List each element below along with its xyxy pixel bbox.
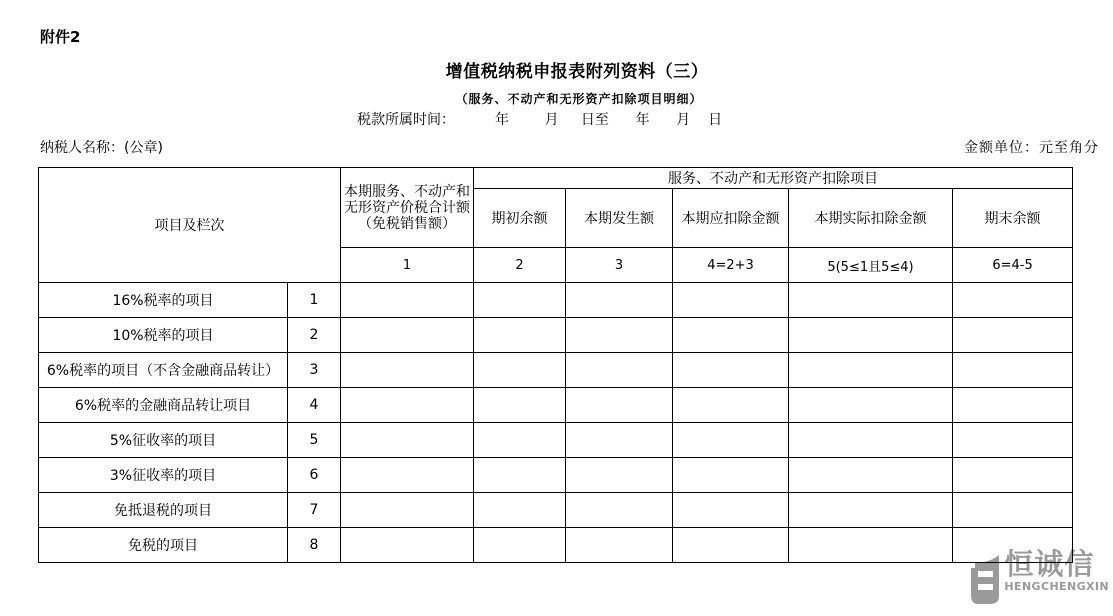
amount-cell	[341, 353, 474, 388]
table-row	[39, 528, 1073, 563]
amount-cell	[953, 388, 1073, 423]
amount-cell	[341, 458, 474, 493]
colnum-6: 6=4-5	[953, 248, 1073, 283]
row-label: 3%征收率的项目	[39, 458, 288, 493]
row-label: 免抵退税的项目	[39, 493, 288, 528]
amount-cell	[341, 283, 474, 318]
colnum-2: 2	[474, 248, 566, 283]
amount-cell	[474, 318, 566, 353]
colnum-4: 4=2+3	[673, 248, 789, 283]
amount-cell	[474, 283, 566, 318]
tax-period-line: 税款所属时间： 年 月 日至 年 月 日	[357, 112, 723, 128]
table-row	[39, 458, 1073, 493]
row-label: 6%税率的金融商品转让项目	[39, 388, 288, 423]
amount-cell	[341, 493, 474, 528]
colnum-3: 3	[566, 248, 673, 283]
header-total-col: 本期服务、不动产和无形资产价税合计额（免税销售额）	[341, 168, 474, 248]
row-label: 5%征收率的项目	[39, 423, 288, 458]
amount-cell	[789, 283, 953, 318]
row-label: 6%税率的项目（不含金融商品转让）	[39, 353, 288, 388]
amount-cell	[474, 493, 566, 528]
amount-cell	[789, 318, 953, 353]
amount-cell	[474, 458, 566, 493]
logo-name-cn: 恒诚信	[1004, 547, 1095, 581]
amount-cell	[789, 353, 953, 388]
amount-cell	[673, 423, 789, 458]
header-actual-deducted: 本期实际扣除金额	[789, 189, 953, 248]
amount-cell	[953, 423, 1073, 458]
table-row	[39, 353, 1073, 388]
amount-cell	[474, 388, 566, 423]
table-row	[39, 283, 1073, 318]
row-number: 7	[288, 493, 341, 528]
amount-cell	[673, 493, 789, 528]
header-ending-balance: 期末余额	[953, 189, 1073, 248]
row-number: 6	[288, 458, 341, 493]
header-deduction-group: 服务、不动产和无形资产扣除项目	[474, 168, 1073, 189]
amount-cell	[341, 423, 474, 458]
table-row	[39, 318, 1073, 353]
amount-cell	[474, 528, 566, 563]
amount-unit-label: 金额单位：元至角分	[964, 140, 1099, 156]
row-label: 16%税率的项目	[39, 283, 288, 318]
amount-cell	[566, 388, 673, 423]
amount-cell	[953, 528, 1073, 563]
amount-cell	[566, 318, 673, 353]
amount-cell	[566, 423, 673, 458]
meta-row	[40, 137, 1099, 157]
table-row	[39, 423, 1073, 458]
amount-cell	[474, 423, 566, 458]
row-number: 2	[288, 318, 341, 353]
row-number: 4	[288, 388, 341, 423]
table-row	[39, 493, 1073, 528]
taxpayer-name-label: 纳税人名称：(公章)	[40, 140, 163, 156]
page-title: 增值税纳税申报表附列资料（三）	[445, 62, 709, 82]
amount-cell	[673, 318, 789, 353]
attachment-label: 附件2	[40, 28, 81, 46]
amount-cell	[673, 388, 789, 423]
row-label: 免税的项目	[39, 528, 288, 563]
amount-cell	[673, 528, 789, 563]
amount-cell	[341, 528, 474, 563]
colnum-1: 1	[341, 248, 474, 283]
amount-cell	[474, 353, 566, 388]
amount-cell	[953, 318, 1073, 353]
row-number: 5	[288, 423, 341, 458]
row-number: 8	[288, 528, 341, 563]
page-subtitle: （服务、不动产和无形资产扣除项目明细）	[455, 92, 703, 106]
colnum-5: 5(5≤1且5≤4)	[789, 248, 953, 283]
row-number: 1	[288, 283, 341, 318]
header-deductible-amount: 本期应扣除金额	[673, 189, 789, 248]
amount-cell	[789, 458, 953, 493]
amount-cell	[566, 528, 673, 563]
row-number: 3	[288, 353, 341, 388]
amount-cell	[789, 388, 953, 423]
amount-cell	[789, 423, 953, 458]
logo-name-en: HENGCHENGXIN	[1004, 580, 1109, 593]
header-current-amount: 本期发生额	[566, 189, 673, 248]
amount-cell	[953, 283, 1073, 318]
amount-cell	[566, 493, 673, 528]
amount-cell	[673, 283, 789, 318]
amount-cell	[341, 388, 474, 423]
amount-cell	[566, 283, 673, 318]
amount-cell	[673, 353, 789, 388]
amount-cell	[566, 353, 673, 388]
amount-cell	[673, 458, 789, 493]
amount-cell	[953, 353, 1073, 388]
header-opening-balance: 期初余额	[474, 189, 566, 248]
amount-cell	[341, 318, 474, 353]
amount-cell	[566, 458, 673, 493]
table-row	[39, 388, 1073, 423]
amount-cell	[953, 458, 1073, 493]
header-item-col: 项目及栏次	[39, 168, 341, 283]
header-group-row	[39, 168, 1073, 189]
amount-cell	[789, 493, 953, 528]
row-label: 10%税率的项目	[39, 318, 288, 353]
amount-cell	[789, 528, 953, 563]
amount-cell	[953, 493, 1073, 528]
vat-deduction-table	[38, 167, 1073, 563]
